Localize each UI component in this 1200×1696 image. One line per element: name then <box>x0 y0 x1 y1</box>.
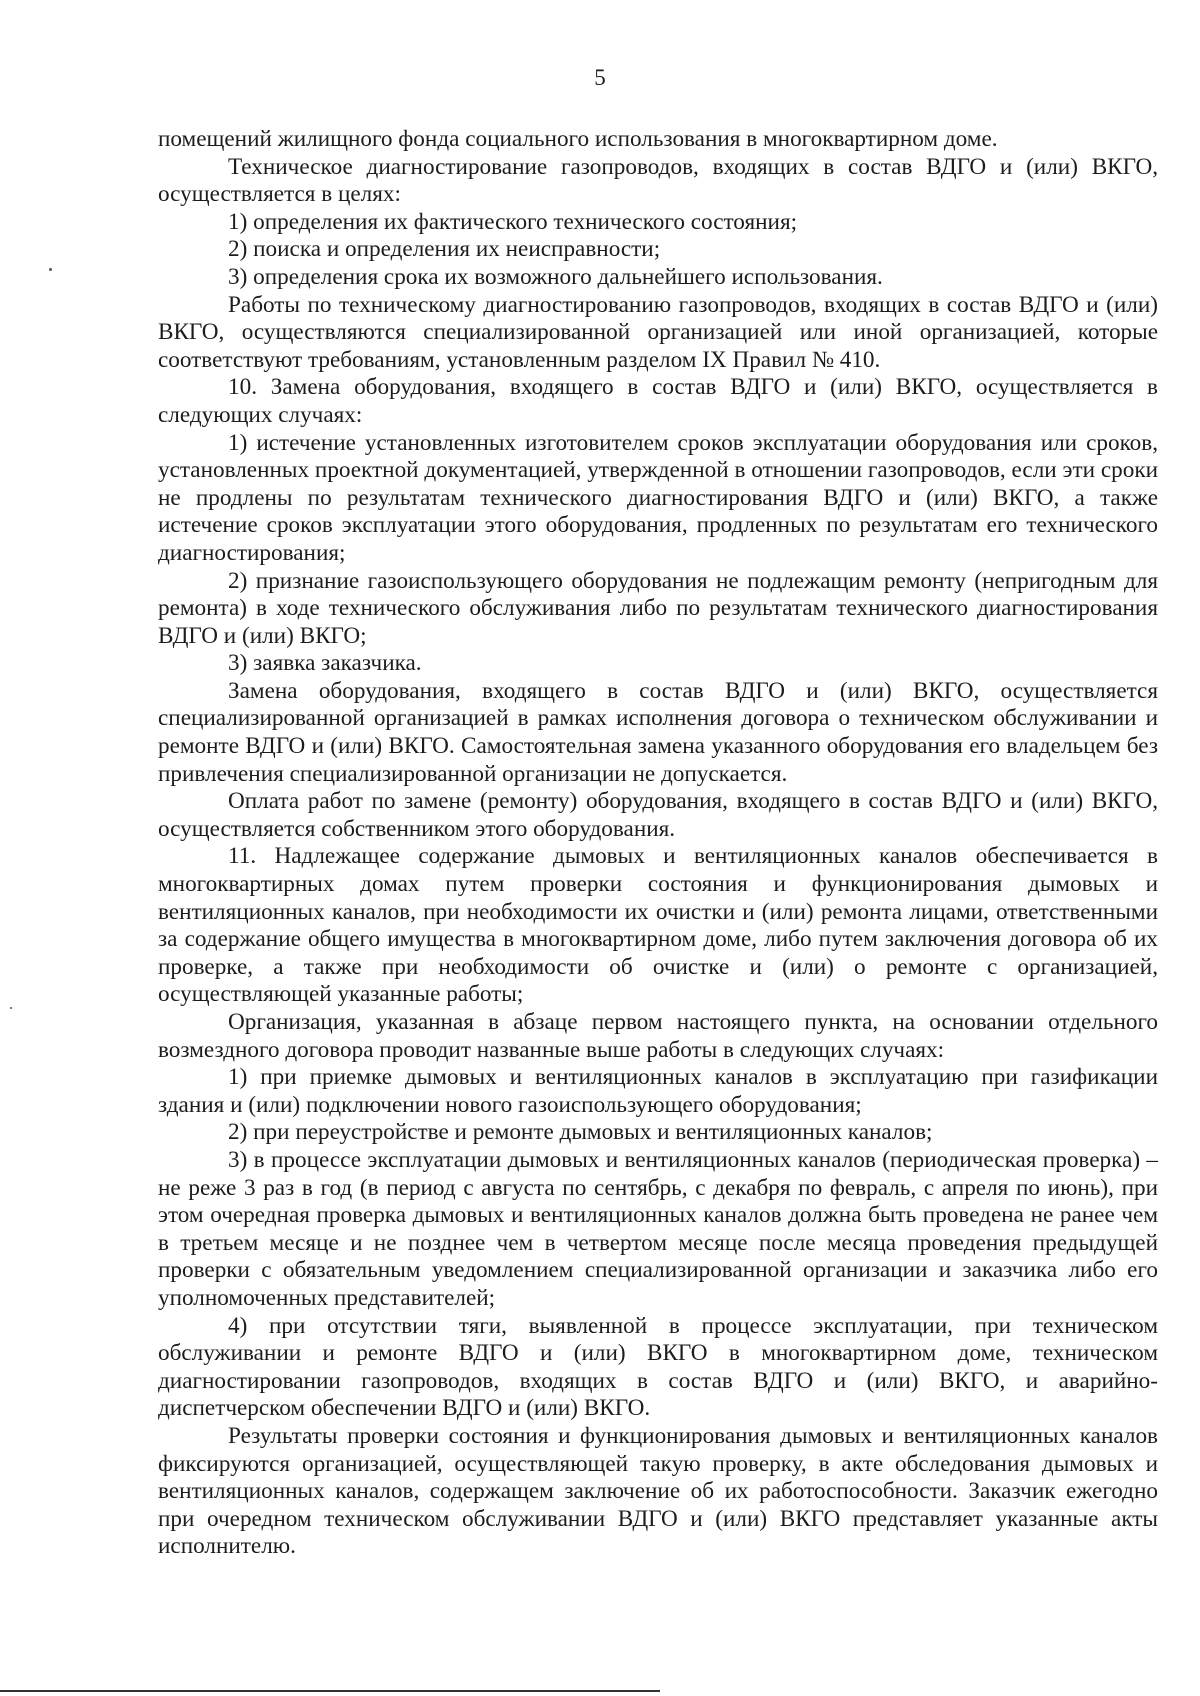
paragraph: Работы по техническому диагностированию газопроводов, входящих в состав ВДГО и (или) ВКГО, осуществляются специализированной организацией или иной организацией, которые соответствуют требованиям, установленным разделом IX Правил № 410. <box>158 291 1158 373</box>
scan-speck <box>10 1007 12 1009</box>
list-item: 2) при переустройстве и ремонте дымовых и вентиляционных каналов; <box>228 1119 933 1146</box>
scan-edge-line <box>0 1690 660 1692</box>
paragraph: Техническое диагностирование газопроводов, входящих в состав ВДГО и (или) ВКГО, осуществляется в целях: <box>158 153 1158 208</box>
paragraph: Результаты проверки состояния и функционирования дымовых и вентиляционных каналов фиксируются организацией, осуществляющей такую проверку, в акте обследования дымовых и вентиляционных каналов, содержащем заключение об их работоспособности. Заказчик ежегодно при очередном техническом обслуживании ВДГО и (или) ВКГО представляет указанные акты исполнителю. <box>158 1422 1158 1560</box>
list-item: 4) при отсутствии тяги, выявленной в процессе эксплуатации, при техническом обслуживании и ремонте ВДГО и (или) ВКГО в многоквартирном доме, техническом диагностировании газопроводов, входящих в состав ВДГО и (или) ВКГО, и аварийно-диспетчерском обеспечении ВДГО и (или) ВКГО. <box>158 1312 1158 1422</box>
list-item: 3) в процессе эксплуатации дымовых и вентиляционных каналов (периодическая проверка) – не реже 3 раз в год (в период с августа по сентябрь, с декабря по февраль, с апреля по июнь), при этом очередная проверка дымовых и вентиляционных каналов должна быть проведена не ранее чем в третьем месяце и не позднее чем в четвертом месяце после месяца проведения предыдущей проверки с обязательным уведомлением специализированной организации и заказчика либо его уполномоченных представителей; <box>158 1146 1158 1311</box>
list-item: 1) истечение установленных изготовителем сроков эксплуатации оборудования или сроков, установленных проектной документацией, утвержденной в отношении газопроводов, если эти сроки не продлены по результатам технического диагностирования ВДГО и (или) ВКГО, а также истечение сроков эксплуатации этого оборудования, продленных по результатам его технического диагностирования; <box>158 429 1158 566</box>
paragraph: помещений жилищного фонда социального использования в многоквартирном доме. <box>158 126 998 152</box>
section-11-paragraph: 11. Надлежащее содержание дымовых и вентиляционных каналов обеспечивается в многоквартирных домах путем проверки состояния и функционирования дымовых и вентиляционных каналов, при необходимости их очистки и (или) ремонта лицами, ответственными за содержание общего имущества в многоквартирном доме, либо путем заключения договора об их проверке, а также при необходимости об очистке и (или) о ремонте с организацией, осуществляющей указанные работы; <box>158 843 1158 1008</box>
list-item: 1) при приемке дымовых и вентиляционных каналов в эксплуатацию при газификации здания и (или) подключении нового газоиспользующего оборудования; <box>158 1064 1158 1118</box>
paragraph: Организация, указанная в абзаце первом настоящего пункта, на основании отдельного возмездного договора проводит названные выше работы в следующих случаях: <box>158 1009 1158 1063</box>
list-item: 1) определения их фактического технического состояния; <box>228 208 798 235</box>
list-item: 2) поиска и определения их неисправности; <box>228 236 661 263</box>
list-item: 3) определения срока их возможного дальнейшего использования. <box>228 263 883 290</box>
list-item: 3) заявка заказчика. <box>228 650 422 677</box>
paragraph: Оплата работ по замене (ремонту) оборудования, входящего в состав ВДГО и (или) ВКГО, осуществляется собственником этого оборудования. <box>158 788 1158 842</box>
section-10-paragraph: 10. Замена оборудования, входящего в состав ВДГО и (или) ВКГО, осуществляется в следующих случаях: <box>158 374 1158 428</box>
list-item: 2) признание газоиспользующего оборудования не подлежащим ремонту (непригодным для ремонта) в ходе технического обслуживания либо по результатам технического диагностирования ВДГО и (или) ВКГО; <box>158 567 1158 649</box>
scan-speck <box>49 268 52 271</box>
paragraph: Замена оборудования, входящего в состав ВДГО и (или) ВКГО, осуществляется специализированной организацией в рамках исполнения договора о техническом обслуживании и ремонте ВДГО и (или) ВКГО. Самостоятельная замена указанного оборудования его владельцем без привлечения специализированной организации не допускается. <box>158 677 1158 787</box>
page-number: 5 <box>594 65 606 90</box>
document-body <box>158 126 1158 1561</box>
